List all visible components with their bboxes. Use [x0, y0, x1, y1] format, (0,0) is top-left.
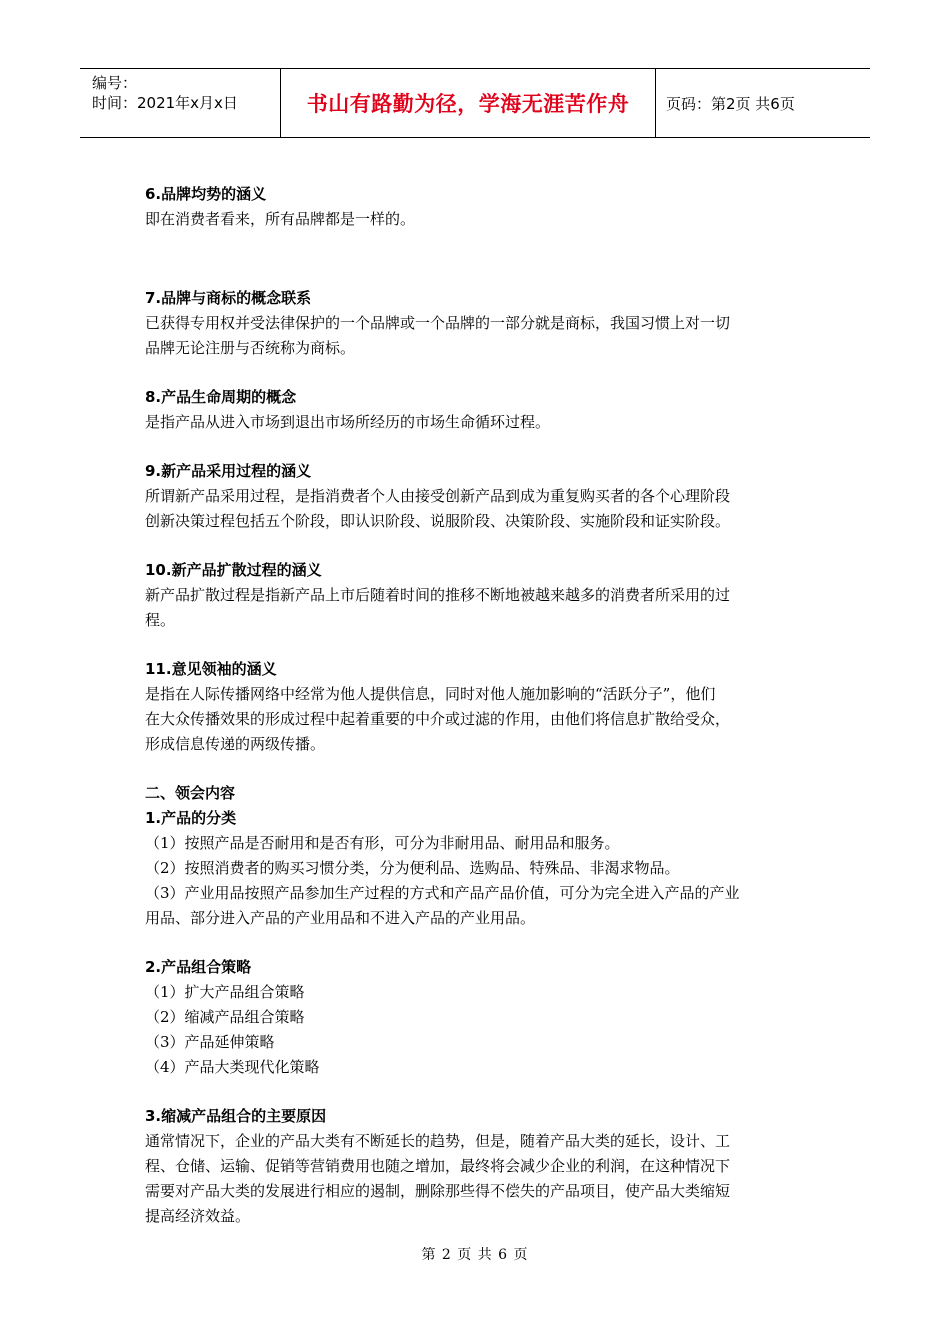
paragraph-line: 即在消费者看来，所有品牌都是一样的。	[145, 210, 416, 228]
paragraph-line: 用品、部分进入产品的产业用品和不进入产品的产业用品。	[145, 909, 536, 927]
section-heading: 11.意见领袖的涵义	[145, 660, 277, 678]
paragraph-line: 形成信息传递的两级传播。	[145, 735, 326, 753]
paragraph-line: 已获得专用权并受法律保护的一个品牌或一个品牌的一部分就是商标，我国习惯上对一切	[145, 314, 731, 332]
paragraph-line: 需要对产品大类的发展进行相应的遏制，删除那些得不偿失的产品项目，使产品大类缩短	[145, 1182, 731, 1200]
paragraph-line: （3）产业用品按照产品参加生产过程的方式和产品产品价值，可分为完全进入产品的产业	[145, 884, 740, 902]
paragraph-line: 在大众传播效果的形成过程中起着重要的中介或过滤的作用，由他们将信息扩散给受众，	[145, 710, 731, 728]
header-page-number: 页码：第2页 共6页	[666, 94, 795, 113]
paragraph-line: 程、仓储、运输、促销等营销费用也随之增加，最终将会减少企业的利润，在这种情况下	[145, 1157, 731, 1175]
section-heading: 二、领会内容 1.产品的分类	[145, 784, 237, 827]
paragraph-line: （3）产品延伸策略	[145, 1033, 275, 1051]
paragraph-line: （1）扩大产品组合策略	[145, 983, 305, 1001]
paragraph-line: 品牌无论注册与否统称为商标。	[145, 339, 356, 357]
paragraph-line: 所谓新产品采用过程，是指消费者个人由接受创新产品到成为重复购买者的各个心理阶段	[145, 487, 731, 505]
paragraph-line: 提高经济效益。	[145, 1207, 251, 1225]
paragraph-line: 通常情况下，企业的产品大类有不断延长的趋势，但是，随着产品大类的延长，设计、工	[145, 1132, 731, 1150]
paragraph-line: 是指在人际传播网络中经常为他人提供信息，同时对他人施加影响的“活跃分子”，他们	[145, 685, 716, 703]
paragraph-line: （4）产品大类现代化策略	[145, 1058, 320, 1076]
paragraph-line: 创新决策过程包括五个阶段，即认识阶段、说服阶段、决策阶段、实施阶段和证实阶段。	[145, 512, 731, 530]
section-heading: 8.产品生命周期的概念	[145, 388, 297, 406]
header-meta	[80, 69, 280, 137]
section-heading: 2.产品组合策略	[145, 958, 252, 976]
page-header	[80, 68, 870, 138]
section-heading: 3.缩减产品组合的主要原因	[145, 1107, 327, 1125]
page-footer: 第 2 页 共 6 页	[421, 1247, 529, 1263]
paragraph-line: 程。	[145, 611, 176, 629]
section-heading: 6.品牌均势的涵义	[145, 185, 267, 203]
section-heading: 9.新产品采用过程的涵义	[145, 462, 312, 480]
paragraph-line: （2）按照消费者的购买习惯分类，分为便利品、选购品、特殊品、非渴求物品。	[145, 859, 680, 877]
section-heading: 10.新产品扩散过程的涵义	[145, 561, 322, 579]
document-date-label: 时间：2021年x月x日	[92, 94, 238, 112]
paragraph-line: （2）缩减产品组合策略	[145, 1008, 305, 1026]
paragraph-line: 是指产品从进入市场到退出市场所经历的市场生命循环过程。	[145, 413, 551, 431]
header-motto: 书山有路勤为径，学海无涯苦作舟	[280, 69, 656, 137]
section-heading: 7.品牌与商标的概念联系	[145, 289, 312, 307]
paragraph-line: （1）按照产品是否耐用和是否有形，可分为非耐用品、耐用品和服务。	[145, 834, 620, 852]
document-number-label: 编号：	[92, 74, 138, 92]
paragraph-line: 新产品扩散过程是指新产品上市后随着时间的推移不断地被越来越多的消费者所采用的过	[145, 586, 731, 604]
document-body	[145, 182, 810, 1229]
